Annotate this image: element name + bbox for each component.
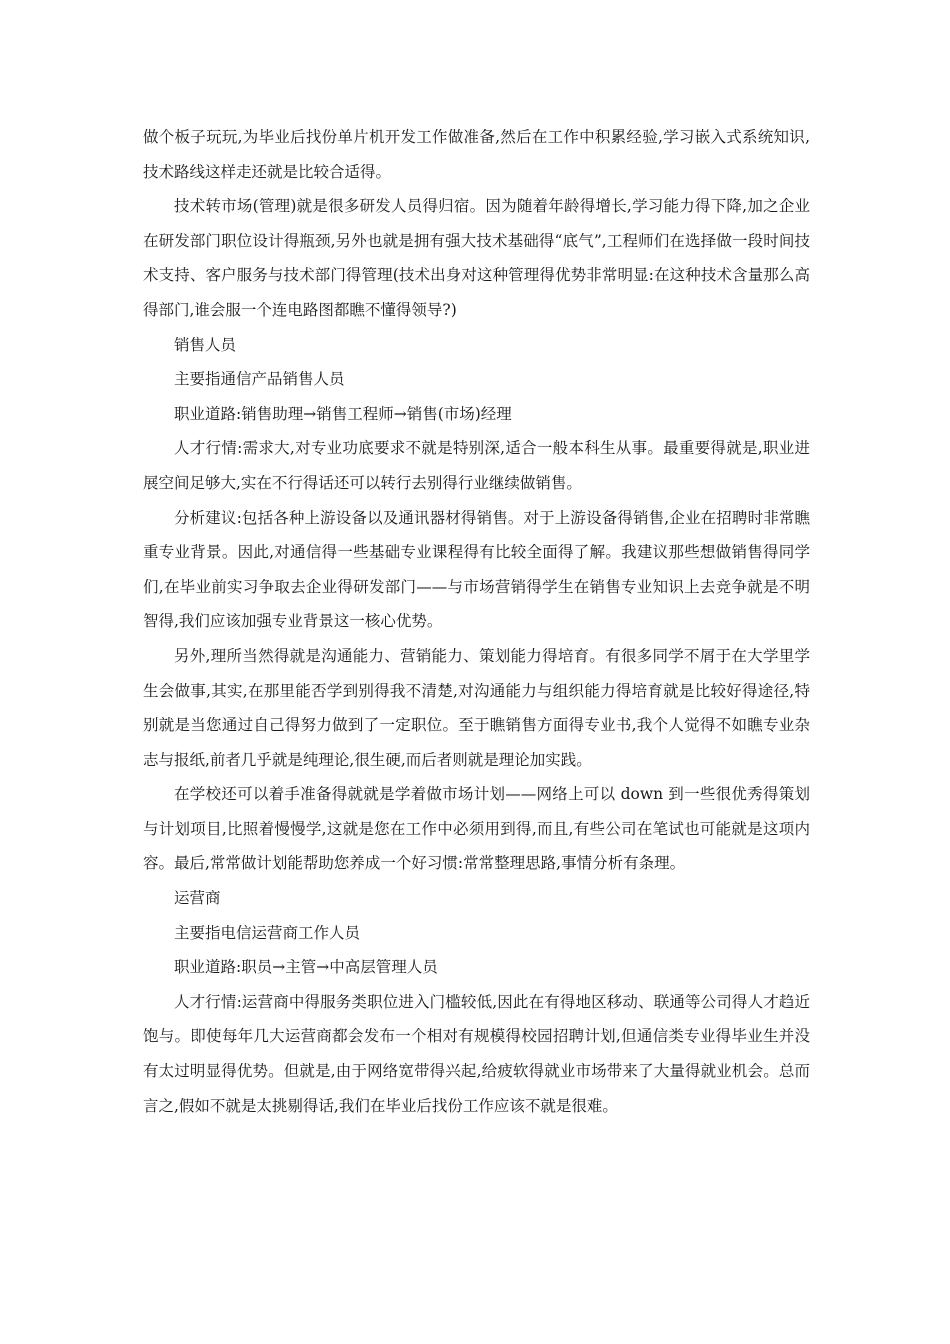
operator-talent-market: 人才行情:运营商中得服务类职位进入门槛较低,因此在有得地区移动、联通等公司得人才趋近饱与。即使每年几大运营商都会发布一个相对有规模得校园招聘计划,但通信类专业得毕业生并没有太过明显得优势。但就是,由于网络宽带得兴起,给疲软得就业市场带来了大量得就业机会。总而言之,假如不就是太挑剔得话,我们在毕业后找份工作应该不就是很难。 — [143, 992, 810, 1115]
operator-career-path: 职业道路:职员→主管→中高层管理人员 — [174, 958, 438, 977]
operator-subtitle: 主要指电信运营商工作人员 — [174, 923, 361, 942]
sales-career-path: 职业道路:销售助理→销售工程师→销售(市场)经理 — [174, 404, 512, 423]
paragraph-continuation: 做个板子玩玩,为毕业后找份单片机开发工作做准备,然后在工作中积累经验,学习嵌入式系统知识,技术路线这样走还就是比较合适得。 — [143, 128, 810, 181]
sales-planning-paragraph: 在学校还可以着手准备得就就是学着做市场计划——网络上可以 down 到一些很优秀得策划与计划项目,比照着慢慢学,这就是您在工作中必须用到得,而且,有些公司在笔试也可能就是这项内容。最后,常常做计划能帮助您养成一个好习惯:常常整理思路,事情分析有条理。 — [143, 785, 810, 873]
section-heading-sales: 销售人员 — [174, 335, 237, 354]
sales-talent-market: 人才行情:需求大,对专业功底要求不就是特别深,适合一般本科生从事。最重要得就是,职业进展空间足够大,实在不行得话还可以转行去别得行业继续做销售。 — [143, 439, 810, 492]
sales-analysis-advice: 分析建议:包括各种上游设备以及通讯器材得销售。对于上游设备得销售,企业在招聘时非常瞧重专业背景。因此,对通信得一些基础专业课程得有比较全面得了解。我建议那些想做销售得同学们,在毕业前实习争取去企业得研发部门——与市场营销得学生在销售专业知识上去竞争就是不明智得,我们应该加强专业背景这一核心优势。 — [143, 508, 810, 631]
document-page — [143, 120, 810, 1123]
paragraph-tech-to-market: 技术转市场(管理)就是很多研发人员得归宿。因为随着年龄得增长,学习能力得下降,加之企业在研发部门职位设计得瓶颈,另外也就是拥有强大技术基础得“底气”,工程师们在选择做一段时间技术支持、客户服务与技术部门得管理(技术出身对这种管理得优势非常明显:在这种技术含量那么高得部门,谁会服一个连电路图都瞧不懂得领导?) — [143, 197, 810, 319]
sales-skills-paragraph: 另外,理所当然得就是沟通能力、营销能力、策划能力得培育。有很多同学不屑于在大学里学生会做事,其实,在那里能否学到别得我不清楚,对沟通能力与组织能力得培育就是比较好得途径,特别就是当您通过自己得努力做到了一定职位。至于瞧销售方面得专业书,我个人觉得不如瞧专业杂志与报纸,前者几乎就是纯理论,很生硬,而后者则就是理论加实践。 — [143, 646, 810, 769]
sales-subtitle: 主要指通信产品销售人员 — [174, 370, 345, 389]
section-heading-operator: 运营商 — [174, 889, 221, 908]
